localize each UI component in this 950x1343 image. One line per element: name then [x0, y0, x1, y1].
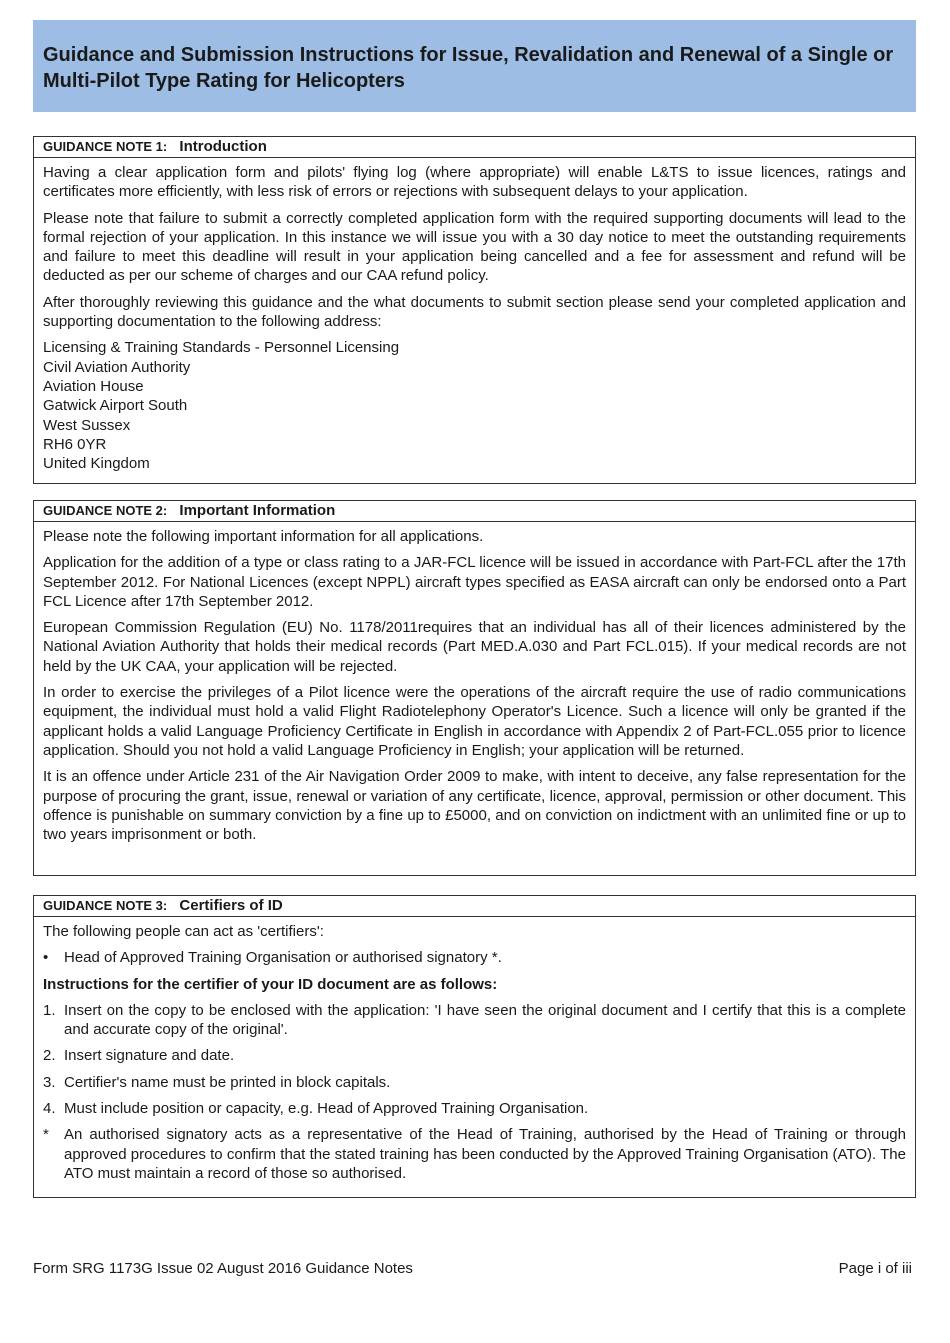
note-1-heading: Introduction	[179, 138, 267, 155]
guidance-note-3	[33, 895, 916, 1198]
note-2-number: GUIDANCE NOTE 2:	[43, 503, 168, 518]
instruction-step	[43, 1099, 906, 1118]
step-number: 4.	[43, 1100, 56, 1118]
note-2-header	[34, 501, 915, 522]
footnote-text: An authorised signatory acts as a representative of the Head of Training, authorised by the Head of Training or through approved procedures to confirm that the stated training has been conducted by the Approved Training Organisation (ATO). The ATO must maintain a record of those so authorised.	[64, 1126, 906, 1182]
note-2-paragraph: In order to exercise the privileges of a Pilot licence were the operations of the aircraft require the use of radio communications equipment, the individual must hold a valid Flight Radiotelephony Operator's Licence. Such a licence will only be granted if the applicant holds a valid Language Proficiency Certificate in English in accordance with Appendix 2 of Part-FCL.055 prior to licence application. Should you not hold a valid Language Proficiency in English; your application will be returned.	[43, 684, 906, 759]
step-number: 3.	[43, 1073, 56, 1091]
step-number: 2.	[43, 1047, 56, 1065]
note-1-number: GUIDANCE NOTE 1:	[43, 139, 168, 154]
note-1-header	[34, 137, 915, 158]
address-line: Gatwick Airport South	[43, 397, 188, 415]
bullet-marker: •	[43, 949, 49, 967]
guidance-note-2	[33, 500, 916, 876]
instruction-step	[43, 1073, 906, 1092]
footnote	[43, 1125, 906, 1183]
note-3-body	[34, 917, 915, 1183]
certifier-bullet	[43, 948, 906, 967]
note-2-body	[34, 522, 915, 844]
note-3-number: GUIDANCE NOTE 3:	[43, 898, 168, 913]
step-text: Must include position or capacity, e.g. Head of Approved Training Organisation.	[64, 1100, 589, 1118]
instruction-step	[43, 1046, 906, 1065]
address-line: Civil Aviation Authority	[43, 358, 191, 376]
note-1-paragraph: Please note that failure to submit a correctly completed application form with the required supporting documents will lead to the formal rejection of your application. In this instance we will issue you with a 30 day notice to meet the outstanding requirements and failure to meet this deadline will result in your application being cancelled and a fee for assessment and refund will be deducted as per our scheme of charges and our CAA refund policy.	[43, 209, 906, 285]
instruction-step	[43, 1001, 906, 1040]
note-2-paragraph: It is an offence under Article 231 of the Air Navigation Order 2009 to make, with intent to deceive, any false representation for the purpose of procuring the grant, issue, renewal or variation of any certificate, licence, approval, permission or other document. This offence is punishable on summary conviction by a fine up to £5000, and on conviction on indictment with an unlimited fine or up to two years imprisonment or both.	[43, 768, 906, 844]
page-title: Guidance and Submission Instructions for Issue, Revalidation and Renewal of a Single or Multi-Pilot Type Rating for Helicopters	[43, 44, 894, 92]
footnote-marker: *	[43, 1126, 49, 1144]
note-1-paragraph: Having a clear application form and pilots' flying log (where appropriate) will enable L&TS to issue licences, ratings and certificates more efficiently, with less risk of errors or rejections with subsequent delays to your application.	[43, 164, 906, 201]
title-banner	[33, 20, 916, 112]
address-line: United Kingdom	[43, 455, 150, 473]
step-text: Insert signature and date.	[64, 1047, 235, 1065]
bullet-text: Head of Approved Training Organisation or authorised signatory *.	[64, 949, 502, 967]
step-number: 1.	[43, 1001, 56, 1019]
form-reference: Form SRG 1173G Issue 02 August 2016 Guidance Notes	[33, 1260, 413, 1277]
note-2-paragraph: European Commission Regulation (EU) No. 1178/2011requires that an individual has all of their licences administered by the National Aviation Authority that holds their medical records (Part MED.A.030 and Part FCL.015). If your medical records are not held by the UK CAA, your application will be rejected.	[43, 619, 906, 675]
note-3-heading: Certifiers of ID	[179, 897, 283, 914]
note-2-heading: Important Information	[179, 502, 336, 519]
step-text: Certifier's name must be printed in block capitals.	[64, 1073, 391, 1091]
address-line: Licensing & Training Standards - Personnel Licensing	[43, 339, 400, 357]
note-1-body	[34, 158, 915, 473]
note-2-paragraph: Please note the following important information for all applications.	[43, 528, 484, 545]
address-line: West Sussex	[43, 416, 131, 434]
certifiers-intro: The following people can act as 'certifiers':	[43, 923, 324, 940]
step-text: Insert on the copy to be enclosed with the application: 'I have seen the original document and I certify that this is a complete and accurate copy of the original'.	[64, 1001, 906, 1039]
instructions-subheading: Instructions for the certifier of your ID document are as follows:	[43, 975, 498, 993]
postal-address	[43, 338, 906, 473]
note-3-header	[34, 896, 915, 917]
page-number: Page i of iii	[838, 1260, 912, 1277]
guidance-note-1	[33, 136, 916, 484]
address-line: RH6 0YR	[43, 435, 107, 453]
note-2-paragraph: Application for the addition of a type or class rating to a JAR-FCL licence will be issued in accordance with Part-FCL after the 17th September 2012. For National Licences (except NPPL) aircraft types specified as EASA aircraft can only be endorsed onto a Part FCL Licence after 17th September 2012.	[43, 554, 906, 610]
note-1-paragraph: After thoroughly reviewing this guidance and the what documents to submit section please send your completed application and supporting documentation to the following address:	[43, 293, 906, 331]
address-line: Aviation House	[43, 377, 144, 395]
